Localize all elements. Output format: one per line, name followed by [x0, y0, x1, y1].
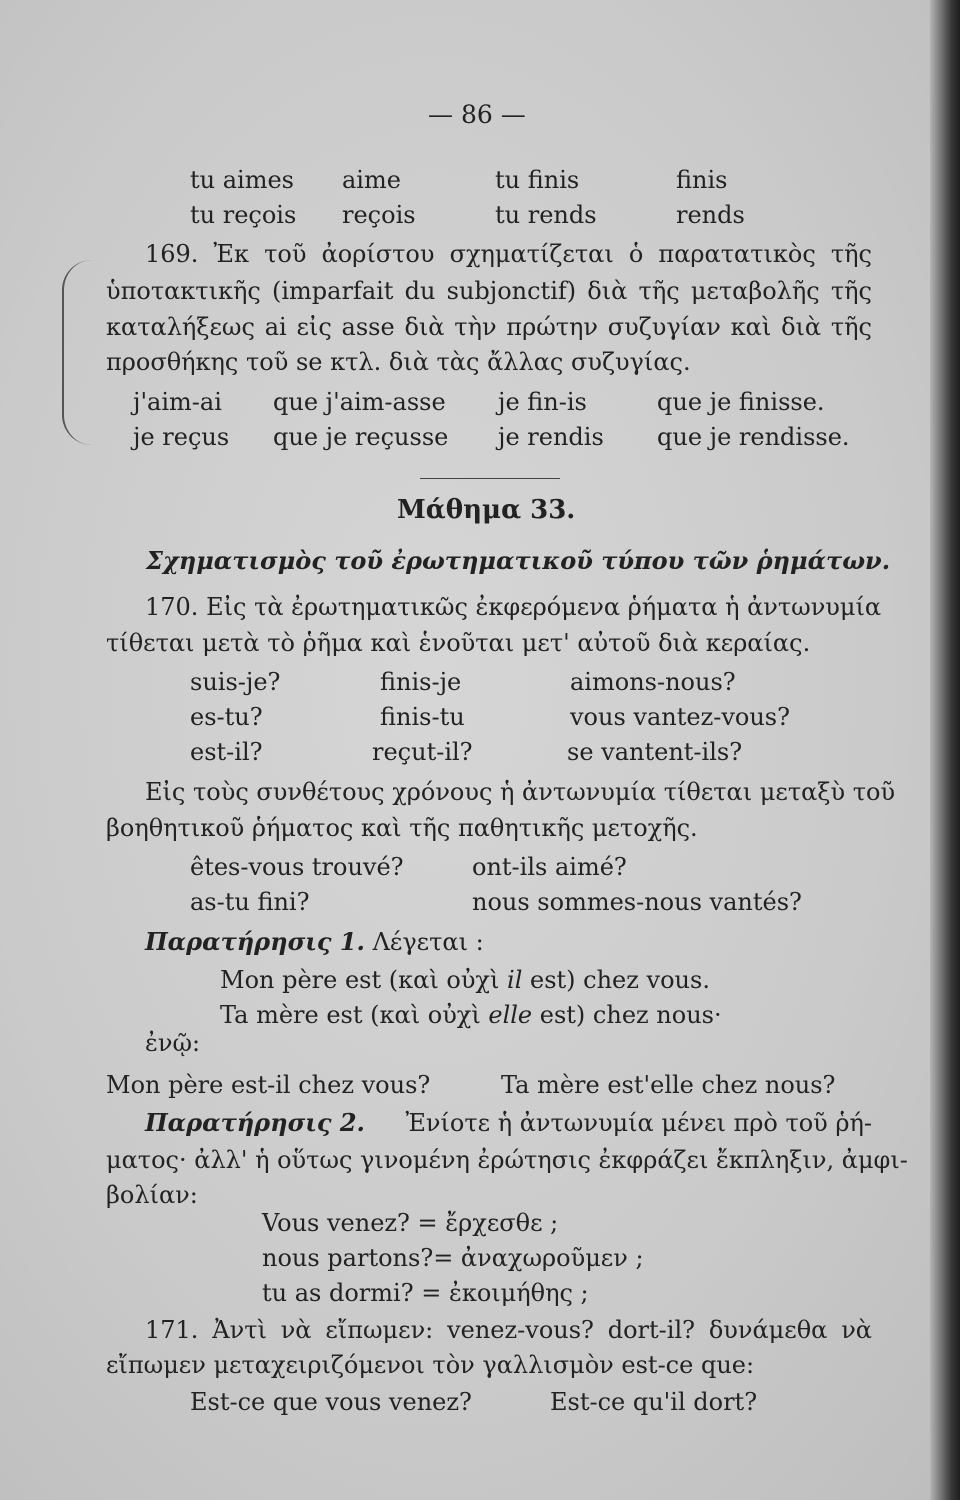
example-cell: ont-ils aimé?	[472, 853, 627, 881]
note-2-example: Vous venez? = ἔρχεσθε ;	[262, 1209, 559, 1237]
paragraph-169-line: καταλήξεως ai εἰς asse διὰ τὴν πρώτην συζυγίαν καὶ διὰ τῆς	[106, 313, 872, 341]
example-cell: es-tu?	[190, 703, 263, 731]
example-cell: est-il?	[190, 738, 263, 766]
compound-tense-line: Εἰς τοὺς συνθέτους χρόνους ἡ ἀντωνυμία τίθεται μεταξὺ τοῦ	[145, 778, 896, 806]
paragraph-171-example: Est-ce qu'il dort?	[550, 1388, 758, 1416]
margin-brace	[62, 260, 92, 445]
example-cell: j'aim-ai	[133, 388, 222, 416]
example-cell: finis-tu	[380, 703, 465, 731]
conj-cell: rends	[676, 201, 745, 229]
section-divider	[420, 478, 560, 479]
example-cell: que j'aim-asse	[273, 388, 446, 416]
italic-span: elle	[488, 1001, 533, 1029]
paragraph-169-line: προσθήκης τοῦ se κτλ. διὰ τὰς ἄλλας συζυγίας.	[106, 348, 691, 376]
example-cell: je reçus	[133, 423, 230, 451]
example-cell: je rendis	[498, 423, 604, 451]
note-1-example	[220, 1000, 722, 1030]
conj-cell: tu aimes	[190, 166, 294, 194]
note-1-question: Ta mère est'elle chez nous?	[501, 1071, 836, 1099]
note-2-text: Ἐνίοτε ἡ ἀντωνυμία μένει πρὸ τοῦ ῥή-	[405, 1109, 872, 1137]
note-1-while: ἐνῷ:	[145, 1029, 201, 1057]
note-2-example: nous partons?= ἀναχωροῦμεν ;	[262, 1244, 644, 1272]
example-cell: que je finisse.	[657, 388, 825, 416]
conj-cell: finis	[676, 166, 728, 194]
conj-cell: aime	[342, 166, 401, 194]
lesson-heading: Μάθημα 33.	[397, 495, 576, 525]
text-span: est) chez vous.	[522, 966, 710, 994]
note-2-label: Παρατήρησις 2.	[145, 1108, 365, 1137]
conj-cell: reçois	[342, 201, 416, 229]
example-cell: finis-je	[380, 668, 462, 696]
note-1-intro: Λέγεται :	[372, 928, 484, 956]
paragraph-169-line: 169. Ἐκ τοῦ ἀορίστου σχηματίζεται ὁ παρατατικὸς τῆς	[145, 240, 872, 268]
lesson-subheading: Σχηματισμὸς τοῦ ἐρωτηματικοῦ τύπου τῶν ῥημάτων.	[146, 546, 891, 575]
text-span: est) chez nous·	[532, 1001, 722, 1029]
paragraph-171-example: Est-ce que vous venez?	[190, 1388, 472, 1416]
example-cell: se vantent-ils?	[567, 738, 743, 766]
note-1-question: Mon père est-il chez vous?	[106, 1071, 431, 1099]
text-span: Ta mère est (καὶ οὐχὶ	[220, 1001, 489, 1029]
note-1-title	[145, 927, 484, 957]
italic-span: il	[507, 966, 523, 994]
note-2-line: ματος· ἀλλ' ἡ οὕτως γινομένη ἐρώτησις ἐκφράζει ἔκπληξιν, ἀμφι-	[106, 1146, 908, 1174]
paragraph-171-line: 171. Ἀντὶ νὰ εἴπωμεν: venez-vous? dort-il? δυνάμεθα νὰ	[145, 1316, 872, 1344]
example-cell: je fin-is	[498, 388, 587, 416]
example-cell: vous vantez-vous?	[570, 703, 790, 731]
note-1-label: Παρατήρησις 1.	[145, 927, 365, 956]
paragraph-171-line: εἴπωμεν μεταχειριζόμενοι τὸν γαλλισμὸν est-ce que:	[106, 1351, 755, 1379]
text-span: Mon père est (καὶ οὐχὶ	[220, 966, 508, 994]
example-cell: as-tu fini?	[190, 888, 310, 916]
conj-cell: tu finis	[495, 166, 580, 194]
example-cell: êtes-vous trouvé?	[190, 853, 404, 881]
example-cell: aimons-nous?	[570, 668, 736, 696]
example-cell: reçut-il?	[372, 738, 473, 766]
conj-cell: tu reçois	[190, 201, 297, 229]
paragraph-170-line: τίθεται μετὰ τὸ ῥῆμα καὶ ἑνοῦται μετ' αὐτοῦ διὰ κεραίας.	[106, 629, 811, 657]
note-2-first-line	[145, 1108, 872, 1138]
example-cell: que je reçusse	[273, 423, 449, 451]
paragraph-169-line: ὑποτακτικῆς (imparfait du subjonctif) διὰ τῆς μεταβολῆς τῆς	[106, 277, 872, 305]
example-cell: nous sommes-nous vantés?	[472, 888, 802, 916]
compound-tense-line: βοηθητικοῦ ῥήματος καὶ τῆς παθητικῆς μετοχῆς.	[106, 814, 698, 842]
page-number: — 86 —	[428, 100, 526, 129]
note-2-example: tu as dormi? = ἐκοιμήθης ;	[262, 1279, 589, 1307]
note-1-example	[220, 965, 710, 995]
example-cell: suis-je?	[190, 668, 281, 696]
conj-cell: tu rends	[495, 201, 597, 229]
page-edge-shadow	[930, 0, 960, 1500]
note-2-line: βολίαν:	[106, 1181, 198, 1209]
paragraph-170-line: 170. Εἰς τὰ ἐρωτηματικῶς ἐκφερόμενα ῥήματα ἡ ἀντωνυμία	[145, 593, 882, 621]
example-cell: que je rendisse.	[657, 423, 850, 451]
